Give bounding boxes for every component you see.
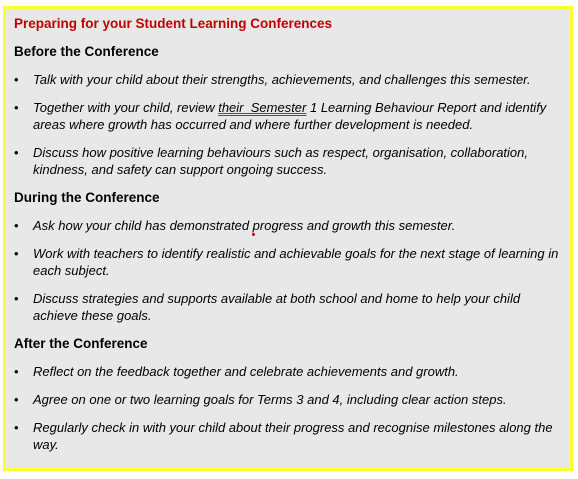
section-list-during <box>14 217 562 324</box>
list-item-text: Talk with your child about their strengths, achievements, and challenges this semester. <box>33 72 531 87</box>
list-item <box>14 391 562 408</box>
section-heading-during: During the Conference <box>14 190 160 205</box>
bullet-icon: • <box>14 291 19 306</box>
section-list-after <box>14 363 562 453</box>
bullet-icon: • <box>14 100 19 115</box>
bullet-icon: • <box>14 246 19 261</box>
list-item <box>14 245 562 279</box>
list-item-text: Ask how your child has demonstrated progress and growth this semester. <box>33 218 456 233</box>
section-list-before <box>14 71 562 178</box>
section-heading-after: After the Conference <box>14 336 148 351</box>
bullet-icon: • <box>14 420 19 435</box>
bullet-icon: • <box>14 72 19 87</box>
list-item-text-pre: Together with your child, review <box>33 100 219 115</box>
list-item <box>14 99 562 133</box>
list-item <box>14 144 562 178</box>
list-item-text: Discuss strategies and supports available at both school and home to help your child achieve these goals. <box>33 291 521 323</box>
list-item-text: Discuss how positive learning behaviours such as respect, organisation, collaboration, kindness, and safety can support ongoing success. <box>33 145 528 177</box>
list-item-text-underlined: their Semester <box>218 100 307 115</box>
list-item <box>14 290 562 324</box>
document-title: Preparing for your Student Learning Conferences <box>14 16 333 31</box>
info-box <box>3 6 573 471</box>
info-box-content <box>14 15 562 464</box>
list-item-text: Work with teachers to identify realistic and achievable goals for the next stage of learning in each subject. <box>33 246 559 278</box>
list-item-text-post: 1 Learning Behaviour Report and identify areas where growth has occurred and where further development is needed. <box>33 100 547 132</box>
list-item <box>14 217 562 234</box>
bullet-icon: • <box>14 145 19 160</box>
cursor-marker <box>252 233 255 236</box>
list-item-text: Reflect on the feedback together and celebrate achievements and growth. <box>33 364 459 379</box>
list-item-text: Regularly check in with your child about their progress and recognise milestones along the way. <box>33 420 553 452</box>
bullet-icon: • <box>14 218 19 233</box>
list-item <box>14 71 562 88</box>
section-heading-before: Before the Conference <box>14 44 159 59</box>
list-item <box>14 363 562 380</box>
bullet-icon: • <box>14 392 19 407</box>
bullet-icon: • <box>14 364 19 379</box>
list-item <box>14 419 562 453</box>
list-item-text: Agree on one or two learning goals for Terms 3 and 4, including clear action steps. <box>33 392 507 407</box>
